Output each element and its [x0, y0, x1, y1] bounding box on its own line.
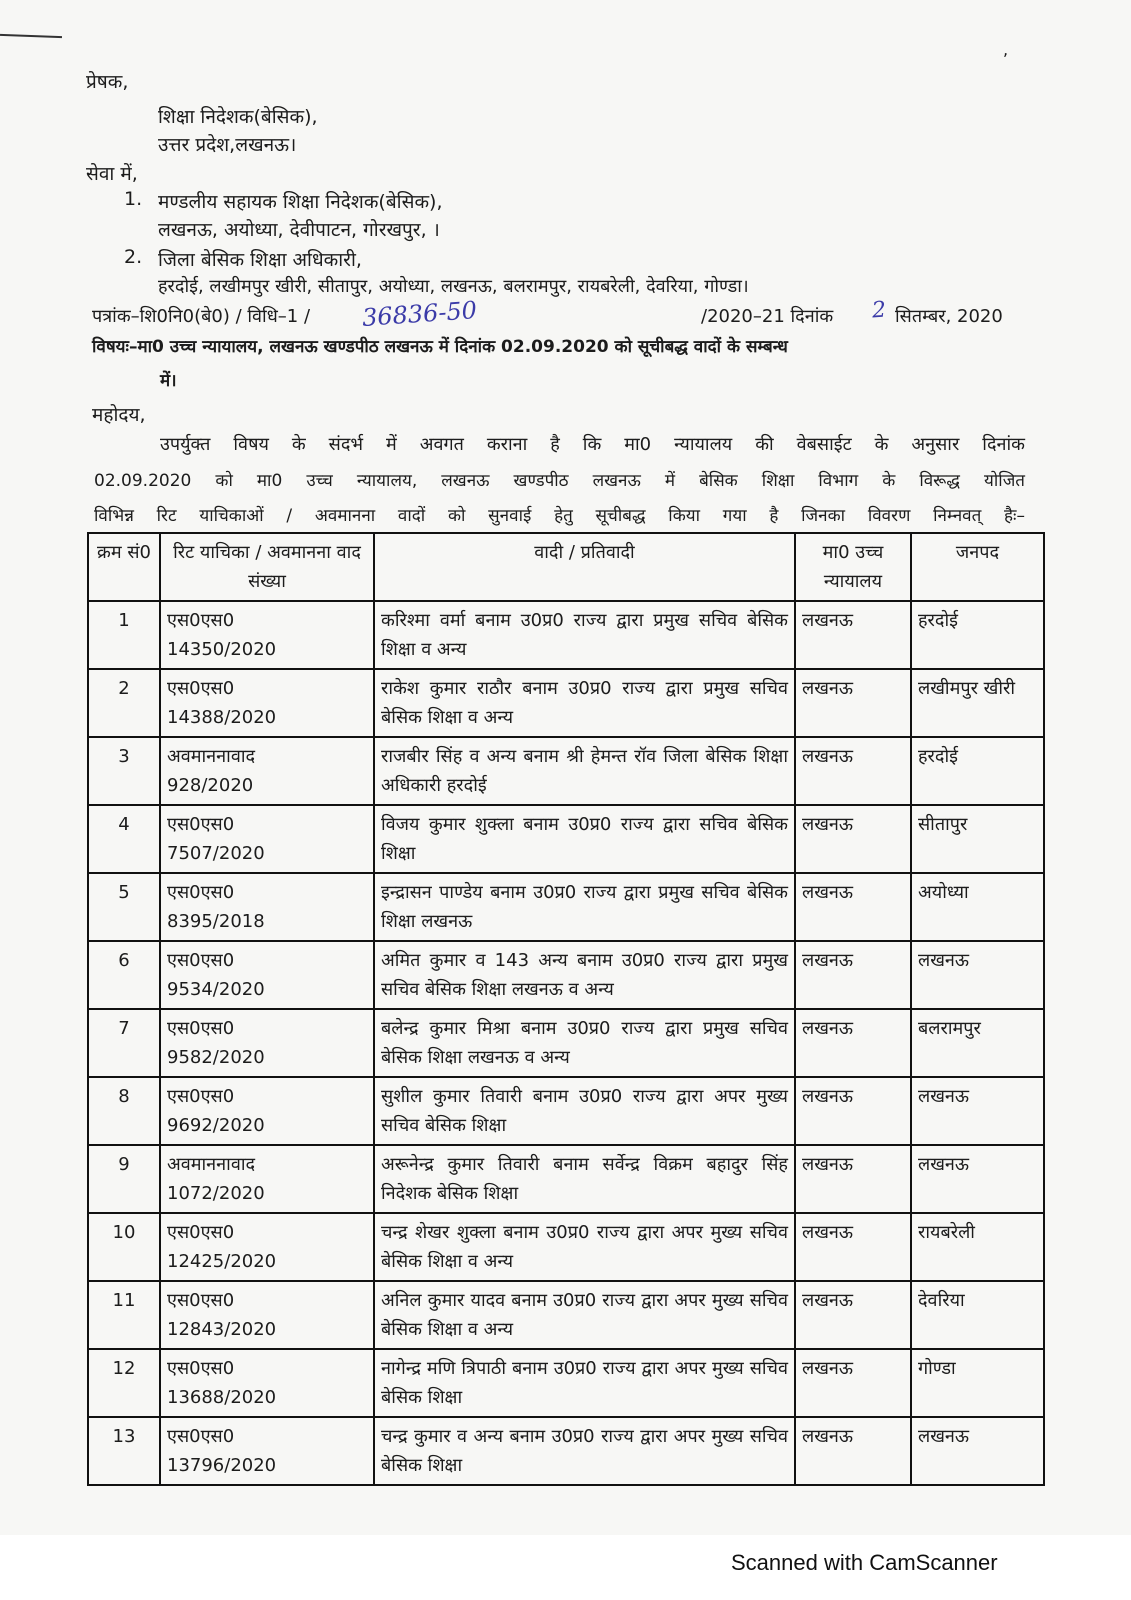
table-row [88, 737, 1044, 805]
row-case-cell [160, 1077, 374, 1145]
row-case-cell [160, 1281, 374, 1349]
sender-line-2: उत्तर प्रदेश,लखनऊ। [158, 134, 297, 156]
row-serial-number: 2 [88, 669, 160, 737]
row-case-number: 9692/2020 [167, 1115, 265, 1136]
body-line-1: उपर्युक्त विषय के संदर्भ में अवगत कराना है कि मा0 न्यायालय की वेबसाईट के अनुसार दिनांक [160, 434, 1025, 455]
row-case-number: 12843/2020 [167, 1319, 277, 1340]
row-serial-number: 10 [88, 1213, 160, 1281]
row-district: रायबरेली [911, 1213, 1044, 1281]
row-court: लखनऊ [795, 1009, 911, 1077]
sender-line-1: शिक्षा निदेशक(बेसिक), [158, 106, 318, 128]
row-case-number: 9582/2020 [167, 1047, 265, 1068]
row-court: लखनऊ [795, 669, 911, 737]
stray-mark: , [1003, 40, 1009, 59]
row-parties: बलेन्द्र कुमार मिश्रा बनाम उ0प्र0 राज्य द्वारा प्रमुख सचिव बेसिक शिक्षा लखनऊ व अन्य [374, 1009, 795, 1077]
table-row [88, 1281, 1044, 1349]
row-serial-number: 11 [88, 1281, 160, 1349]
row-district: लखनऊ [911, 941, 1044, 1009]
row-case-type: एस0एस0 [167, 1086, 235, 1107]
row-case-number: 14388/2020 [167, 707, 277, 728]
date-handwritten-day: 2 [871, 297, 887, 324]
table-row [88, 1077, 1044, 1145]
table-row [88, 1417, 1044, 1485]
row-court: लखनऊ [795, 1213, 911, 1281]
table-row [88, 941, 1044, 1009]
row-parties: अमित कुमार व 143 अन्य बनाम उ0प्र0 राज्य द्वारा प्रमुख सचिव बेसिक शिक्षा लखनऊ व अन्य [374, 941, 795, 1009]
table-header-row [88, 533, 1044, 601]
reference-suffix: /2020–21 दिनांक [701, 306, 834, 327]
row-parties: विजय कुमार शुक्ला बनाम उ0प्र0 राज्य द्वारा सचिव बेसिक शिक्षा [374, 805, 795, 873]
table-row [88, 1213, 1044, 1281]
row-court: लखनऊ [795, 941, 911, 1009]
row-case-number: 9534/2020 [167, 979, 265, 1000]
row-case-cell [160, 873, 374, 941]
row-case-number: 13796/2020 [167, 1455, 277, 1476]
body-line-3: विभिन्न रिट याचिकाओं / अवमानना वादों को सुनवाई हेतु सूचीबद्ध किया गया है जिनका विवरण निम्नवत् हैः– [94, 506, 1025, 526]
row-parties: इन्द्रासन पाण्डेय बनाम उ0प्र0 राज्य द्वारा प्रमुख सचिव बेसिक शिक्षा लखनऊ [374, 873, 795, 941]
row-case-cell [160, 1009, 374, 1077]
row-case-number: 928/2020 [167, 775, 254, 796]
row-case-type: एस0एस0 [167, 1426, 235, 1447]
row-case-cell [160, 1213, 374, 1281]
row-case-type: एस0एस0 [167, 1018, 235, 1039]
header-case-number: रिट याचिका / अवमानना वाद संख्या [160, 533, 374, 601]
row-serial-number: 13 [88, 1417, 160, 1485]
header-high-court: मा0 उच्च न्यायालय [795, 533, 911, 601]
reference-prefix: पत्रांक–शि0नि0(बे0) / विधि–1 / [92, 306, 311, 327]
row-district: सीतापुर [911, 805, 1044, 873]
row-case-number: 14350/2020 [167, 639, 277, 660]
row-parties: राकेश कुमार राठौर बनाम उ0प्र0 राज्य द्वारा प्रमुख सचिव बेसिक शिक्षा व अन्य [374, 669, 795, 737]
row-court: लखनऊ [795, 601, 911, 669]
sender-label: प्रेषक, [86, 71, 129, 93]
header-district: जनपद [911, 533, 1044, 601]
subject-line-1: विषयः–मा0 उच्च न्यायालय, लखनऊ खण्डपीठ लखनऊ में दिनांक 02.09.2020 को सूचीबद्ध वादों के सम्बन्ध [92, 337, 788, 357]
row-case-cell [160, 1349, 374, 1417]
row-case-cell [160, 1145, 374, 1213]
row-court: लखनऊ [795, 737, 911, 805]
row-serial-number: 6 [88, 941, 160, 1009]
reference-handwritten-number: 36836-50 [361, 296, 478, 332]
header-serial-number: क्रम सं0 [88, 533, 160, 601]
row-case-type: एस0एस0 [167, 1290, 235, 1311]
row-serial-number: 9 [88, 1145, 160, 1213]
to-label: सेवा में, [86, 163, 138, 185]
recipient-1-line-1: मण्डलीय सहायक शिक्षा निदेशक(बेसिक), [158, 191, 443, 213]
table-row [88, 873, 1044, 941]
table-row [88, 1145, 1044, 1213]
row-serial-number: 5 [88, 873, 160, 941]
row-case-type: एस0एस0 [167, 950, 235, 971]
row-district: बलरामपुर [911, 1009, 1044, 1077]
row-parties: नागेन्द्र मणि त्रिपाठी बनाम उ0प्र0 राज्य द्वारा अपर मुख्य सचिव बेसिक शिक्षा [374, 1349, 795, 1417]
recipient-1-number: 1. [124, 188, 143, 210]
row-serial-number: 4 [88, 805, 160, 873]
recipient-2-line-2: हरदोई, लखीमपुर खीरी, सीतापुर, अयोध्या, लखनऊ, बलरामपुर, रायबरेली, देवरिया, गोण्डा। [158, 276, 749, 297]
row-district: हरदोई [911, 737, 1044, 805]
row-case-type: एस0एस0 [167, 610, 235, 631]
row-court: लखनऊ [795, 1077, 911, 1145]
table-row [88, 1349, 1044, 1417]
row-court: लखनऊ [795, 873, 911, 941]
row-court: लखनऊ [795, 1417, 911, 1485]
row-case-cell [160, 1417, 374, 1485]
row-serial-number: 12 [88, 1349, 160, 1417]
recipient-2-line-1: जिला बेसिक शिक्षा अधिकारी, [158, 249, 362, 271]
header-parties: वादी / प्रतिवादी [374, 533, 795, 601]
body-line-2: 02.09.2020 को मा0 उच्च न्यायालय, लखनऊ खण्डपीठ लखनऊ में बेसिक शिक्षा विभाग के विरूद्ध योजित [94, 471, 1025, 491]
row-district: लखनऊ [911, 1077, 1044, 1145]
row-case-type: एस0एस0 [167, 678, 235, 699]
row-case-type: एस0एस0 [167, 1358, 235, 1379]
row-case-number: 7507/2020 [167, 843, 265, 864]
recipient-1-line-2: लखनऊ, अयोध्या, देवीपाटन, गोरखपुर, । [158, 219, 440, 241]
table-row [88, 601, 1044, 669]
date-month-year: सितम्बर, 2020 [895, 306, 1003, 327]
row-parties: सुशील कुमार तिवारी बनाम उ0प्र0 राज्य द्वारा अपर मुख्य सचिव बेसिक शिक्षा [374, 1077, 795, 1145]
row-case-type: एस0एस0 [167, 882, 235, 903]
row-parties: राजबीर सिंह व अन्य बनाम श्री हेमन्त रॉव जिला बेसिक शिक्षा अधिकारी हरदोई [374, 737, 795, 805]
row-parties: करिश्मा वर्मा बनाम उ0प्र0 राज्य द्वारा प्रमुख सचिव बेसिक शिक्षा व अन्य [374, 601, 795, 669]
row-case-number: 12425/2020 [167, 1251, 277, 1272]
row-district: देवरिया [911, 1281, 1044, 1349]
subject-line-2: में। [160, 371, 177, 391]
row-serial-number: 1 [88, 601, 160, 669]
row-court: लखनऊ [795, 1145, 911, 1213]
row-case-number: 1072/2020 [167, 1183, 265, 1204]
recipient-2-number: 2. [124, 246, 143, 268]
row-parties: अरूनेन्द्र कुमार तिवारी बनाम सर्वेन्द्र विक्रम बहादुर सिंह निदेशक बेसिक शिक्षा [374, 1145, 795, 1213]
row-district: लखीमपुर खीरी [911, 669, 1044, 737]
case-list-table [87, 532, 1045, 1486]
row-court: लखनऊ [795, 805, 911, 873]
salutation: महोदय, [92, 404, 146, 426]
row-case-cell [160, 941, 374, 1009]
row-district: गोण्डा [911, 1349, 1044, 1417]
row-case-type: एस0एस0 [167, 1222, 235, 1243]
table-row [88, 669, 1044, 737]
scan-edge-mark [0, 34, 62, 38]
row-case-cell [160, 601, 374, 669]
row-case-number: 13688/2020 [167, 1387, 277, 1408]
row-case-type: एस0एस0 [167, 814, 235, 835]
row-case-cell [160, 805, 374, 873]
row-parties: चन्द्र शेखर शुक्ला बनाम उ0प्र0 राज्य द्वारा अपर मुख्य सचिव बेसिक शिक्षा व अन्य [374, 1213, 795, 1281]
row-parties: अनिल कुमार यादव बनाम उ0प्र0 राज्य द्वारा अपर मुख्य सचिव बेसिक शिक्षा व अन्य [374, 1281, 795, 1349]
row-district: अयोध्या [911, 873, 1044, 941]
row-serial-number: 7 [88, 1009, 160, 1077]
table-row [88, 805, 1044, 873]
row-serial-number: 8 [88, 1077, 160, 1145]
camscanner-watermark: Scanned with CamScanner [731, 1550, 998, 1575]
row-case-cell [160, 669, 374, 737]
row-court: लखनऊ [795, 1349, 911, 1417]
row-district: हरदोई [911, 601, 1044, 669]
row-serial-number: 3 [88, 737, 160, 805]
table-row [88, 1009, 1044, 1077]
row-court: लखनऊ [795, 1281, 911, 1349]
row-case-number: 8395/2018 [167, 911, 265, 932]
row-district: लखनऊ [911, 1145, 1044, 1213]
row-parties: चन्द्र कुमार व अन्य बनाम उ0प्र0 राज्य द्वारा अपर मुख्य सचिव बेसिक शिक्षा [374, 1417, 795, 1485]
row-case-cell [160, 737, 374, 805]
row-case-type: अवमाननावाद [167, 746, 256, 767]
row-district: लखनऊ [911, 1417, 1044, 1485]
row-case-type: अवमाननावाद [167, 1154, 256, 1175]
